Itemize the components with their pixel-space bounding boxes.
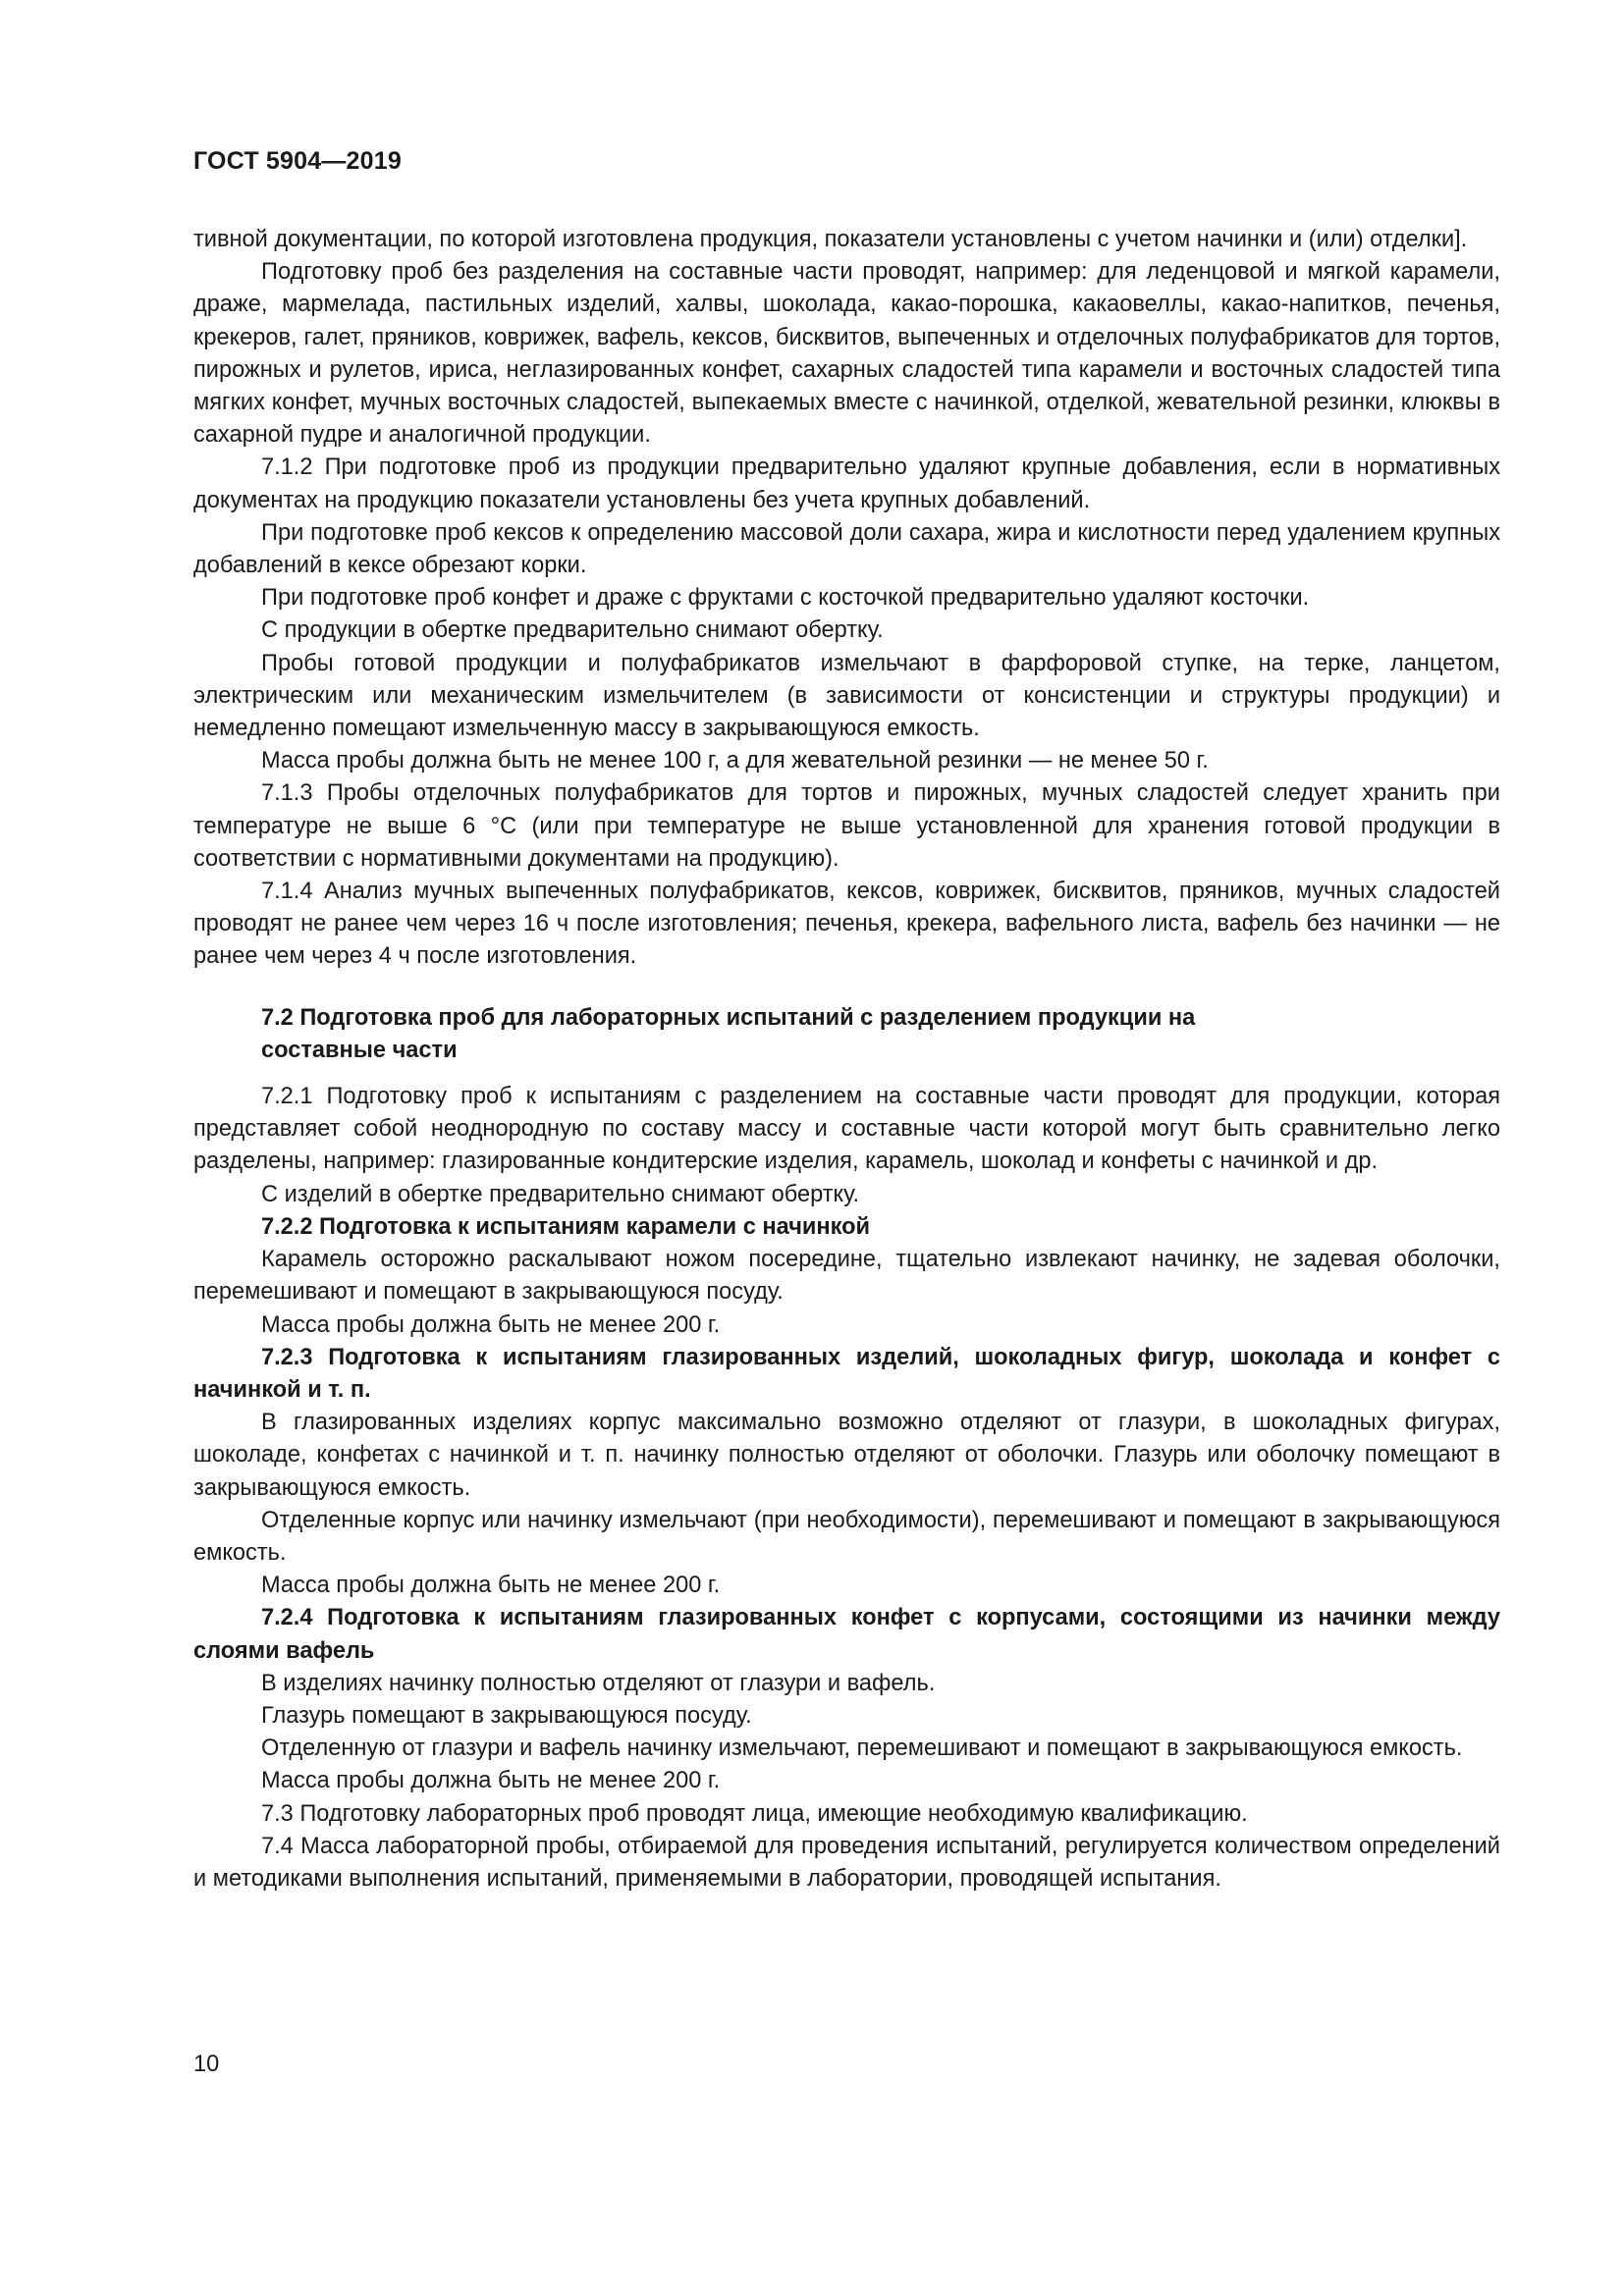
- paragraph: Отделенную от глазури и вафель начинку измельчают, перемешивают и помещают в закрывающуюся емкость.: [261, 1735, 1463, 1762]
- section-heading-7-2: 7.2 Подготовка проб для лабораторных испытаний с разделением продукции на составные части: [261, 1004, 1196, 1063]
- paragraph: Подготовку проб без разделения на составные части проводят, например: для леденцовой и мягкой карамели, драже, мармелада, пастильных изделий, халвы, шоколада, какао-порошка, какаовеллы, какао-напитков, печенья, крекеров, галет, пряников, коврижек, вафель, кексов, бисквитов, выпеченных и отделочных полуфабрикатов для тортов, пирожных и рулетов, ириса, неглазированных конфет, сахарных сладостей типа карамели и восточных сладостей типа мягких конфет, мучных восточных сладостей, выпекаемых вместе с начинкой, отделкой, жевательной резинки, клюквы в сахарной пудре и аналогичной продукции.: [193, 259, 1500, 449]
- paragraph: При подготовке проб кексов к определению массовой доли сахара, жира и кислотности перед удалением крупных добавлений в кексе обрезают корки.: [193, 519, 1500, 579]
- paragraph: Глазурь помещают в закрывающуюся посуду.: [261, 1702, 752, 1729]
- paragraph: Масса пробы должна быть не менее 100 г, а для жевательной резинки — не менее 50 г.: [261, 748, 1209, 774]
- paragraph: Пробы готовой продукции и полуфабрикатов измельчают в фарфоровой ступке, на терке, ланцетом, электрическим или механическим измельчителем (в зависимости от консистенции и структуры продукции) и немедленно помещают измельченную массу в закрывающуюся емкость.: [193, 650, 1500, 742]
- clause-7-2-1: 7.2.1 Подготовку проб к испытаниям с разделением на составные части проводят для продукции, которая представляет собой неоднородную по составу массу и составные части которой могут быть сравнительно легко разделены, например: глазированные кондитерские изделия, карамель, шоколад и конфеты с начинкой и др.: [193, 1084, 1500, 1175]
- clause-heading-7-2-3: 7.2.3 Подготовка к испытаниям глазированных изделий, шоколадных фигур, шоколада и конфет с начинкой и т. п.: [193, 1344, 1500, 1403]
- document-body: [193, 224, 1500, 1896]
- paragraph: С изделий в обертке предварительно снимают обертку.: [261, 1181, 860, 1207]
- paragraph: Карамель осторожно раскалывают ножом посередине, тщательно извлекают начинку, не задевая оболочки, перемешивают и помещают в закрывающуюся посуду.: [193, 1247, 1500, 1306]
- clause-7-1-2: 7.1.2 При подготовке проб из продукции предварительно удаляют крупные добавления, если в нормативных документах на продукцию показатели установлены без учета крупных добавлений.: [193, 454, 1500, 513]
- clause-7-1-3: 7.1.3 Пробы отделочных полуфабрикатов для тортов и пирожных, мучных сладостей следует хранить при температуре не выше 6 °С (или при температуре не выше установленной для хранения готовой продукции в соответствии с нормативными документами на продукцию).: [193, 780, 1500, 872]
- clause-7-4: 7.4 Масса лабораторной пробы, отбираемой для проведения испытаний, регулируется количеством определений и методиками выполнения испытаний, применяемыми в лаборатории, проводящей испытания.: [193, 1833, 1500, 1892]
- clause-7-1-4: 7.1.4 Анализ мучных выпеченных полуфабрикатов, кексов, коврижек, бисквитов, пряников, мучных сладостей проводят не ранее чем через 16 ч после изготовления; печенья, крекера, вафельного листа, вафель без начинки — не ранее чем через 4 ч после изготовления.: [193, 879, 1500, 970]
- clause-7-3: 7.3 Подготовку лабораторных проб проводят лица, имеющие необходимую квалификацию.: [261, 1800, 1248, 1827]
- paragraph: С продукции в обертке предварительно снимают обертку.: [261, 617, 884, 644]
- paragraph: Масса пробы должна быть не менее 200 г.: [261, 1768, 721, 1794]
- clause-heading-7-2-2: 7.2.2 Подготовка к испытаниям карамели с начинкой: [261, 1213, 871, 1240]
- clause-heading-7-2-4: 7.2.4 Подготовка к испытаниям глазированных конфет с корпусами, состоящими из начинки между слоями вафель: [193, 1605, 1500, 1664]
- document-header: ГОСТ 5904—2019: [193, 147, 402, 175]
- paragraph: тивной документации, по которой изготовлена продукция, показатели установлены с учетом начинки и (или) отделки].: [193, 227, 1468, 252]
- page-number: 10: [193, 2052, 220, 2077]
- paragraph: В изделиях начинку полностью отделяют от глазури и вафель.: [261, 1670, 936, 1696]
- paragraph: В глазированных изделиях корпус максимально возможно отделяют от глазури, в шоколадных фигурах, шоколаде, конфетах с начинкой и т. п. начинку полностью отделяют от оболочки. Глазурь или оболочку помещают в закрывающуюся емкость.: [193, 1410, 1500, 1501]
- paragraph: При подготовке проб конфет и драже с фруктами с косточкой предварительно удаляют косточки.: [261, 585, 1310, 612]
- paragraph: Отделенные корпус или начинку измельчают (при необходимости), перемешивают и помещают в закрывающуюся емкость.: [193, 1507, 1500, 1566]
- paragraph: Масса пробы должна быть не менее 200 г.: [261, 1573, 721, 1599]
- paragraph: Масса пробы должна быть не менее 200 г.: [261, 1311, 721, 1338]
